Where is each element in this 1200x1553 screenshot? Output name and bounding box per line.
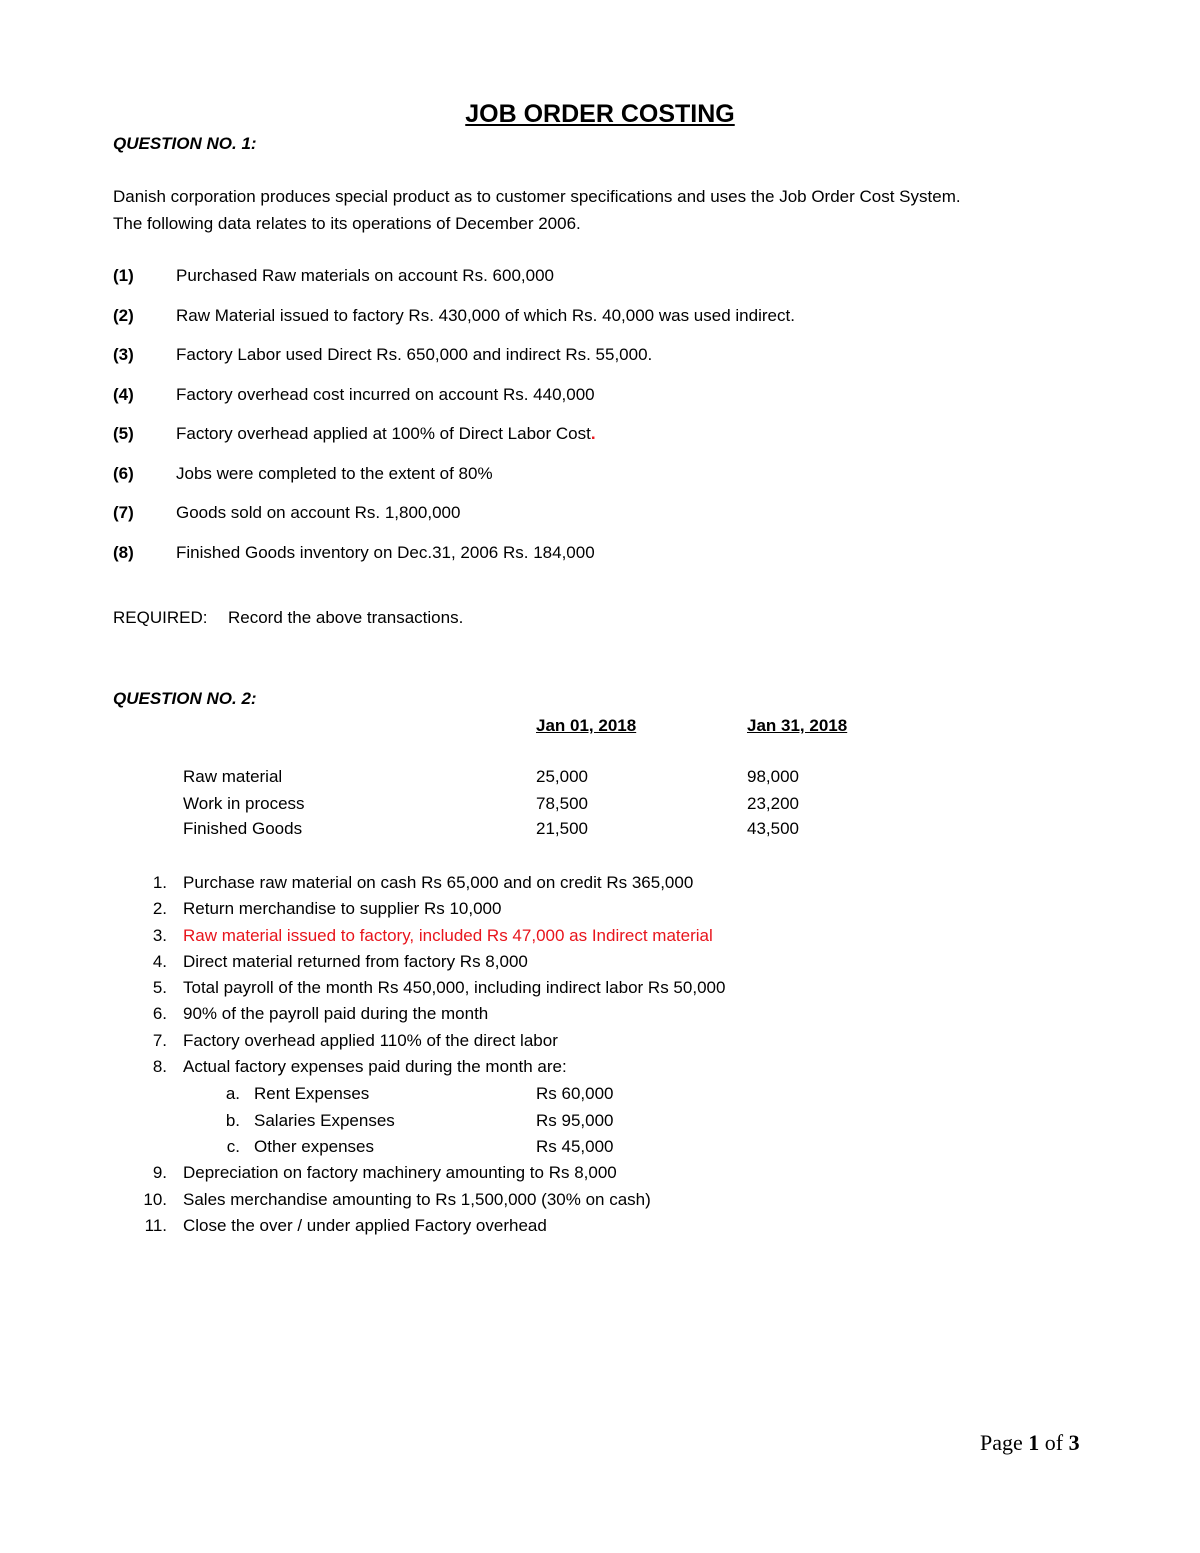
q1-item-number: (5) [113, 424, 134, 443]
expense-amount: Rs 45,000 [536, 1137, 614, 1156]
inventory-row-label: Finished Goods [183, 819, 303, 838]
q1-item-number: (1) [113, 266, 134, 285]
expense-label: Other expenses [254, 1137, 375, 1156]
q2-item-text: Return merchandise to supplier Rs 10,000 [183, 899, 502, 918]
expense-amount: Rs 60,000 [536, 1084, 614, 1103]
column-header-end: Jan 31, 2018 [747, 716, 848, 735]
q2-item-text-highlighted: Raw material issued to factory, included Rs 47,000 as Indirect material [183, 926, 713, 945]
inventory-row-start-value: 25,000 [536, 767, 588, 786]
q2-item-text: 90% of the payroll paid during the month [183, 1004, 489, 1023]
page-number-footer [980, 1430, 1080, 1456]
document-title: JOB ORDER COSTING [465, 100, 735, 128]
q1-item-text: Purchased Raw materials on account Rs. 600,000 [176, 266, 554, 285]
question-1-intro-line-1: Danish corporation produces special product as to customer specifications and uses the Job Order Cost System. [113, 187, 961, 206]
inventory-row-start-value: 78,500 [536, 794, 588, 813]
q1-item-number: (2) [113, 306, 134, 325]
inventory-row-end-value: 43,500 [747, 819, 799, 838]
q2-item-number: 7. [152, 1031, 167, 1050]
expense-label: Rent Expenses [254, 1084, 370, 1103]
q2-item-text: Direct material returned from factory Rs 8,000 [183, 952, 528, 971]
inventory-row-end-value: 98,000 [747, 767, 799, 786]
q1-item-text: Factory Labor used Direct Rs. 650,000 and indirect Rs. 55,000. [176, 345, 653, 364]
q2-item-number: 9. [152, 1163, 167, 1182]
q2-item-number: 2. [152, 899, 167, 918]
q1-item-number: (8) [113, 543, 134, 562]
expense-label: Salaries Expenses [254, 1111, 395, 1130]
page-word: Page [980, 1430, 1023, 1455]
q2-item-text: Sales merchandise amounting to Rs 1,500,000 (30% on cash) [183, 1190, 651, 1209]
q2-item-number: 6. [152, 1004, 167, 1023]
inventory-row-start-value: 21,500 [536, 819, 588, 838]
q1-item-number: (6) [113, 464, 134, 483]
inventory-row-label: Raw material [183, 767, 283, 786]
inventory-row-label: Work in process [183, 794, 305, 813]
q1-item-text: Goods sold on account Rs. 1,800,000 [176, 503, 461, 522]
q2-item-text: Total payroll of the month Rs 450,000, including indirect labor Rs 50,000 [183, 978, 726, 997]
q1-item-text: Jobs were completed to the extent of 80% [176, 464, 493, 483]
q1-item-text: Factory overhead cost incurred on account Rs. 440,000 [176, 385, 595, 404]
q2-item-number: 10. [143, 1190, 167, 1209]
required-text: Record the above transactions. [228, 608, 464, 627]
q2-item-text: Factory overhead applied 110% of the direct labor [183, 1031, 558, 1050]
q1-item-text: Finished Goods inventory on Dec.31, 2006 Rs. 184,000 [176, 543, 595, 562]
q2-item-number: 5. [152, 978, 167, 997]
expense-amount: Rs 95,000 [536, 1111, 614, 1130]
question-2-heading: QUESTION NO. 2: [113, 689, 257, 708]
q2-item-number: 8. [152, 1057, 167, 1076]
expense-letter: b. [225, 1111, 240, 1130]
of-word: of [1044, 1430, 1064, 1455]
q2-item-number: 3. [152, 926, 167, 945]
required-label: REQUIRED: [113, 608, 208, 627]
column-header-start: Jan 01, 2018 [536, 716, 637, 735]
q1-item-text [176, 423, 596, 445]
total-pages-number: 3 [1068, 1430, 1080, 1455]
inventory-row-end-value: 23,200 [747, 794, 799, 813]
current-page-number: 1 [1028, 1430, 1040, 1455]
q2-item-text: Actual factory expenses paid during the month are: [183, 1057, 567, 1076]
q2-item-text: Close the over / under applied Factory overhead [183, 1216, 547, 1235]
q2-item-number: 11. [144, 1216, 167, 1235]
expense-letter: c. [226, 1137, 240, 1156]
q2-item-text: Depreciation on factory machinery amounting to Rs 8,000 [183, 1163, 617, 1182]
question-1-intro-line-2: The following data relates to its operations of December 2006. [113, 214, 581, 233]
q1-item-text-main: Factory overhead applied at 100% of Direct Labor Cost [176, 424, 591, 443]
question-1-heading: QUESTION NO. 1: [113, 134, 257, 153]
q2-item-number: 1. [152, 873, 167, 892]
q1-item-number: (4) [113, 385, 134, 404]
q1-item-red-period: . [590, 424, 596, 443]
q2-item-number: 4. [152, 952, 167, 971]
q1-item-number: (7) [113, 503, 134, 522]
q2-item-text: Purchase raw material on cash Rs 65,000 and on credit Rs 365,000 [183, 873, 694, 892]
q1-item-text: Raw Material issued to factory Rs. 430,000 of which Rs. 40,000 was used indirect. [176, 306, 795, 325]
expense-letter: a. [225, 1084, 240, 1103]
q1-item-number: (3) [113, 345, 134, 364]
